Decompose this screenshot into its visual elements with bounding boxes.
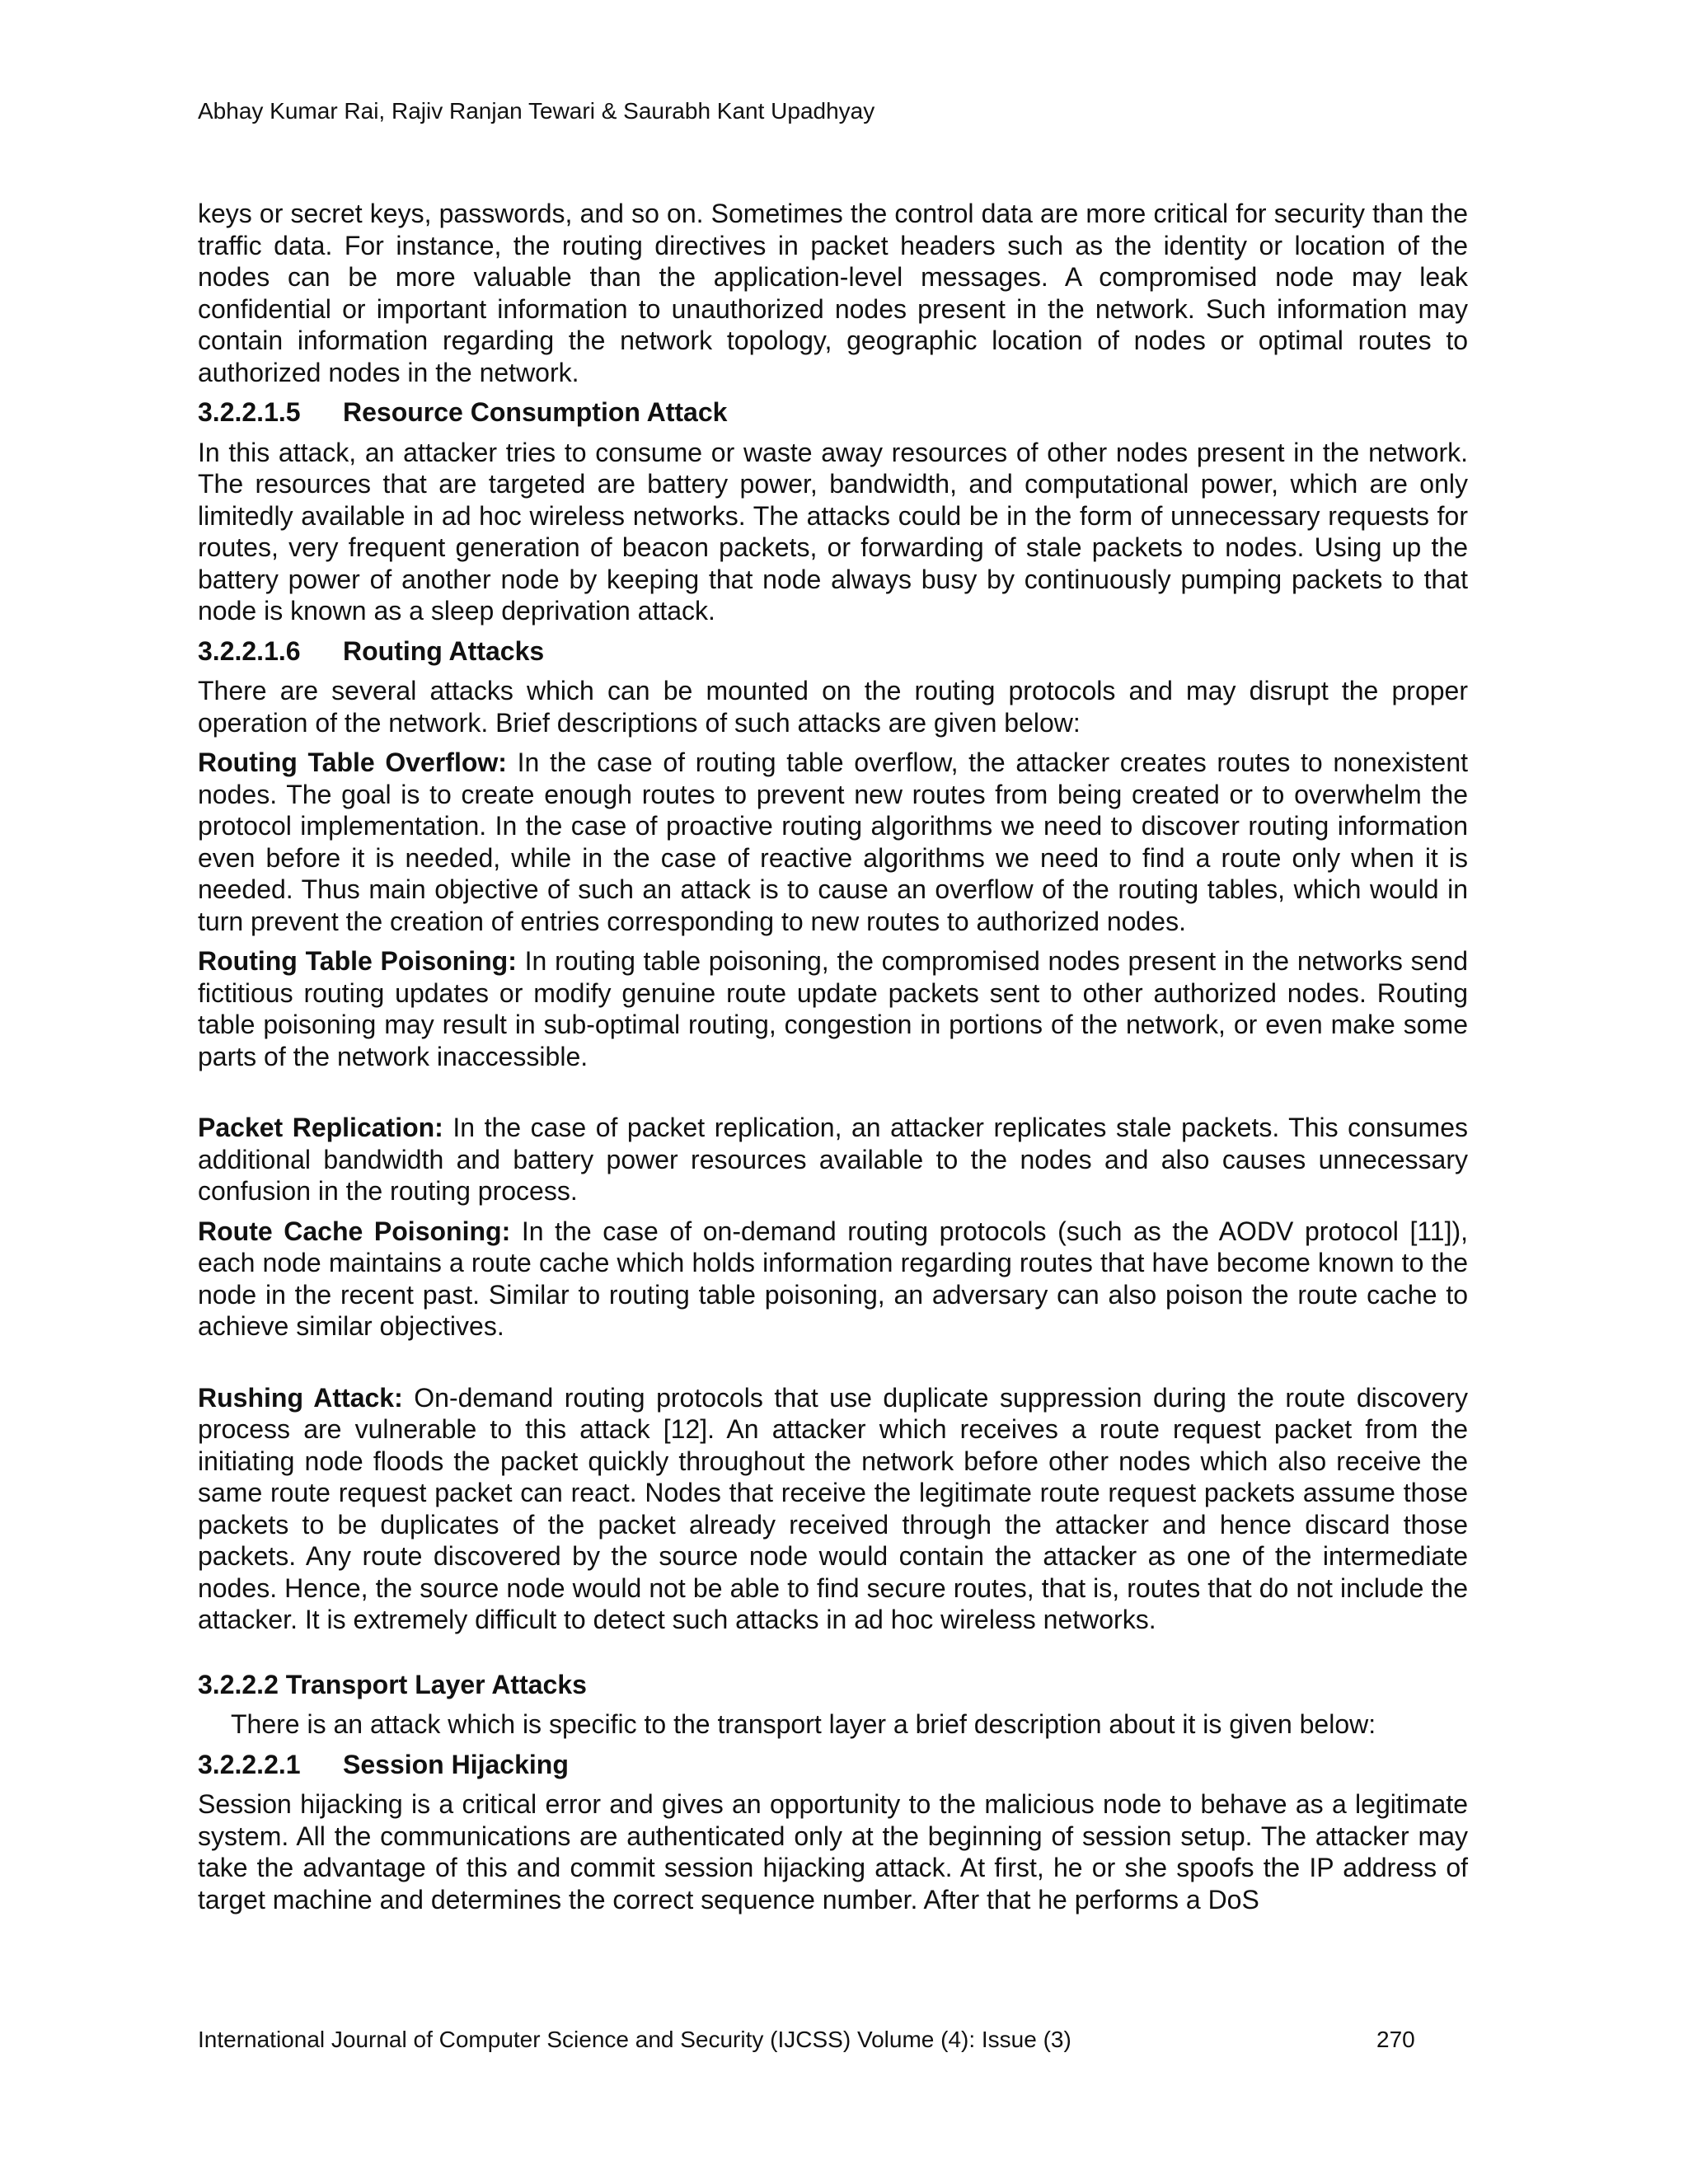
- paragraph-routing-attacks: There are several attacks which can be mounted on the routing protocols and may disrupt the proper operation of the network. Brief descriptions of such attacks are given below:: [198, 676, 1468, 738]
- section-heading-resource-consumption: [198, 396, 1468, 429]
- term-label: Route Cache Poisoning:: [198, 1216, 511, 1246]
- page-footer: [198, 2026, 1418, 2054]
- term-label: Packet Replication:: [198, 1113, 443, 1142]
- section-number: 3.2.2.2.1: [198, 1749, 301, 1779]
- term-description: In the case of on-demand routing protocols (such as the AODV protocol [11]), each node maintains a route cache which holds information regarding routes that have become known to the node in the recent past. Similar to routing table poisoning, an adversary can also poison the route cache to achieve similar objectives.: [198, 1216, 1469, 1341]
- paragraph-transport-layer: There is an attack which is specific to the transport layer a brief description about it is given below:: [231, 1709, 1376, 1739]
- section-heading-transport-layer: 3.2.2.2 Transport Layer Attacks: [198, 1669, 587, 1699]
- section-title: Routing Attacks: [343, 635, 545, 666]
- term-label: Routing Table Overflow:: [198, 748, 507, 777]
- section-number: 3.2.2.1.5: [198, 397, 301, 427]
- paragraph-intro: keys or secret keys, passwords, and so on. Sometimes the control data are more critical for security than the traffic data. For instance, the routing directives in packet headers such as the identity or location of the nodes can be more valuable than the application-level messages. A compromised node may leak confidential or important information to unauthorized nodes present in the network. Such information may contain information regarding the network topology, geographic location of nodes or optimal routes to authorized nodes in the network.: [198, 199, 1468, 387]
- page-number: 270: [1376, 2027, 1415, 2052]
- section-title: Session Hijacking: [343, 1749, 569, 1779]
- term-label: Routing Table Poisoning:: [198, 946, 517, 976]
- section-number: 3.2.2.1.6: [198, 635, 301, 666]
- running-head-authors: Abhay Kumar Rai, Rajiv Ranjan Tewari & Saurabh Kant Upadhyay: [198, 98, 875, 124]
- paragraph-routing-table-overflow: [198, 747, 1468, 937]
- section-heading-session-hijacking: [198, 1749, 1468, 1781]
- term-description: On-demand routing protocols that use duplicate suppression during the route discovery process are vulnerable to this attack [12]. An attacker which receives a route request packet from the initiating node floods the packet quickly throughout the network before other nodes which also receive the same route request packet can react. Nodes that receive the legitimate route request packets assume those packets to be duplicates of the packet already received through the attacker and hence discard those packets. Any route discovered by the source node would contain the attacker as one of the intermediate nodes. Hence, the source node would not be able to find secure routes, that is, routes that do not include the attacker. It is extremely difficult to detect such attacks in ad hoc wireless networks.: [198, 1382, 1469, 1634]
- term-description: In routing table poisoning, the compromised nodes present in the networks send fictitious routing updates or modify genuine route update packets sent to other authorized nodes. Routing table poisoning may result in sub-optimal routing, congestion in portions of the network, or even make some parts of the network inaccessible.: [198, 946, 1469, 1071]
- paragraph-session-hijacking: Session hijacking is a critical error and gives an opportunity to the malicious node to behave as a legitimate system. All the communications are authenticated only at the beginning of session setup. The attacker may take the advantage of this and commit session hijacking attack. At first, he or she spoofs the IP address of target machine and determines the correct sequence number. After that he performs a DoS: [198, 1789, 1468, 1915]
- term-description: In the case of packet replication, an attacker replicates stale packets. This consumes additional bandwidth and battery power resources available to the nodes and also causes unnecessary confusion in the routing process.: [198, 1113, 1469, 1206]
- paragraph-rushing-attack: [198, 1382, 1468, 1636]
- term-description: In the case of routing table overflow, the attacker creates routes to nonexistent nodes. The goal is to create enough routes to prevent new routes from being created or to overwhelm the protocol implementation. In the case of proactive routing algorithms we need to discover routing information even before it is needed, while in the case of reactive algorithms we need to find a route only when it is needed. Thus main objective of such an attack is to cause an overflow of the routing tables, which would in turn prevent the creation of entries corresponding to new routes to authorized nodes.: [198, 748, 1469, 936]
- section-title: Resource Consumption Attack: [343, 397, 728, 427]
- term-label: Rushing Attack:: [198, 1382, 403, 1413]
- paragraph-route-cache-poisoning: [198, 1216, 1468, 1343]
- paragraph-packet-replication: [198, 1112, 1468, 1207]
- footer-journal: International Journal of Computer Science and Security (IJCSS) Volume (4): Issue (3): [198, 2027, 1071, 2052]
- page-body: [198, 198, 1468, 1915]
- paragraph-resource-consumption: In this attack, an attacker tries to consume or waste away resources of other nodes present in the network. The resources that are targeted are battery power, bandwidth, and computational power, which are only limitedly available in ad hoc wireless networks. The attacks could be in the form of unnecessary requests for routes, very frequent generation of beacon packets, or forwarding of stale packets to nodes. Using up the battery power of another node by keeping that node always busy by continuously pumping packets to that node is known as a sleep deprivation attack.: [198, 437, 1468, 626]
- section-heading-routing-attacks: [198, 635, 1468, 668]
- paragraph-routing-table-poisoning: [198, 945, 1468, 1072]
